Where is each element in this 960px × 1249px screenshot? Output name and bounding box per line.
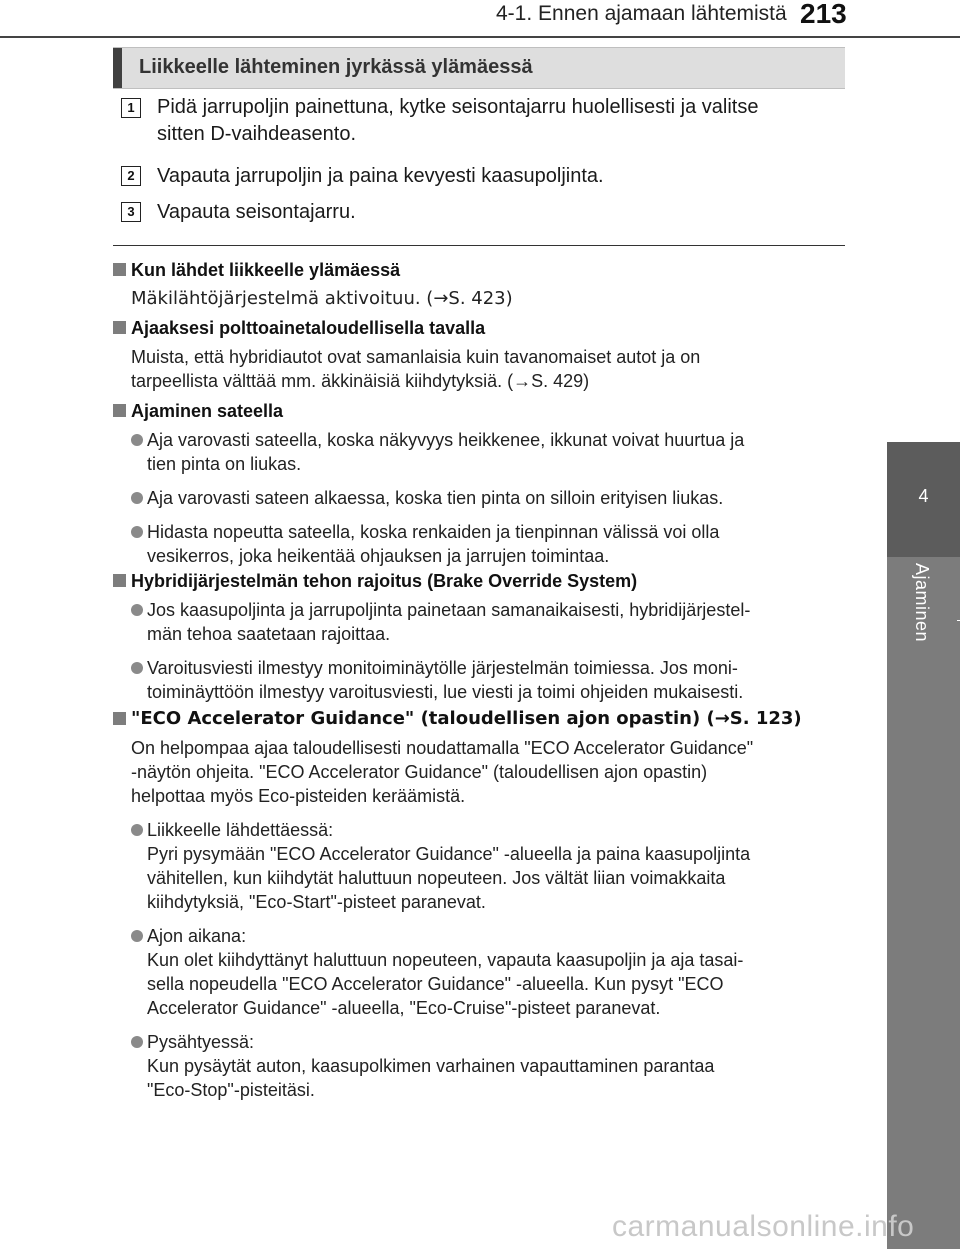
step-line: Vapauta jarrupoljin ja paina kevyesti kaasupoljinta. xyxy=(157,165,604,187)
section-paragraph xyxy=(113,736,845,808)
square-bullet-icon xyxy=(113,712,126,725)
paragraph-line: helpottaa myös Eco-pisteiden keräämistä. xyxy=(131,786,466,806)
square-bullet-icon xyxy=(113,574,126,587)
section-title: Ajaaksesi polttoainetaloudellisella tavalla xyxy=(113,316,845,340)
section-block xyxy=(113,569,845,704)
section-title: Kun lähdet liikkeelle ylämäessä xyxy=(113,258,845,282)
watermark-text: carmanualsonline.info xyxy=(612,1210,915,1243)
round-bullet-icon xyxy=(131,824,143,836)
boxed-heading-text: Liikkeelle lähteminen jyrkässä ylämäessä xyxy=(139,56,533,78)
step-text xyxy=(157,199,840,226)
paragraph-line: Mäkilähtöjärjestelmä aktivoituu. (→S. 423) xyxy=(131,288,513,309)
bullet-item: Liikkeelle lähdettäessä: Pyri pysymään "ECO Accelerator Guidance" -alueella ja paina kaasupoljinta vähitellen, kun kiihdytät haluttuun nopeuteen. Jos vältät liian voimakkaita kiihdytyksiä, "Eco-Start"-pisteet paranevat. xyxy=(113,818,845,914)
square-bullet-icon xyxy=(113,263,126,276)
page-number: 213 xyxy=(800,0,847,29)
bullet-item: Hidasta nopeutta sateella, koska renkaiden ja tienpinnan välissä voi olla vesikerros, joka heikentää ohjauksen ja jarrujen toimintaa. xyxy=(113,520,845,568)
square-bullet-icon xyxy=(113,404,126,417)
step-line: sitten D-vaihdeasento. xyxy=(157,123,357,145)
section-paragraph xyxy=(113,345,845,393)
step-text xyxy=(157,94,840,148)
square-bullet-icon xyxy=(113,321,126,334)
header-rule xyxy=(0,36,960,38)
round-bullet-icon xyxy=(131,526,143,538)
section-title: Hybridijärjestelmän tehon rajoitus (Brake Override System) xyxy=(113,569,845,593)
heading-accent-bar xyxy=(113,48,122,88)
round-bullet-icon xyxy=(131,930,143,942)
section-block xyxy=(113,316,845,393)
paragraph-line: -näytön ohjeita. "ECO Accelerator Guidance" (taloudellisen ajon opastin) xyxy=(131,762,708,782)
step-number: 1 xyxy=(121,98,141,118)
step-line: Pidä jarrupoljin painettuna, kytke seisontajarru huolellisesti ja valitse xyxy=(157,96,759,118)
bullet-item: Aja varovasti sateella, koska näkyvyys heikkenee, ikkunat voivat huurtua ja tien pinta on liukas. xyxy=(113,428,845,476)
paragraph-line: Muista, että hybridiautot ovat samanlaisia kuin tavanomaiset autot ja on xyxy=(131,347,701,367)
step-line: Vapauta seisontajarru. xyxy=(157,201,356,223)
section-title: "ECO Accelerator Guidance" (taloudellisen ajon opastin) (→S. 123) xyxy=(113,707,845,731)
step-text xyxy=(157,163,840,190)
section-header: 4-1. Ennen ajamaan lähtemistä xyxy=(496,2,787,25)
section-block xyxy=(113,258,845,311)
bullet-item: Aja varovasti sateen alkaessa, koska tien pinta on silloin erityisen liukas. xyxy=(113,486,845,510)
side-tab-number: 4 xyxy=(918,486,929,506)
round-bullet-icon xyxy=(131,1036,143,1048)
bullet-item: Ajon aikana: Kun olet kiihdyttänyt haluttuun nopeuteen, vapauta kaasupoljin ja aja tasai- sella nopeudella "ECO Accelerator Guidance" -alueella. Kun pysyt "ECO Accelerator Guidance" -alueella, "Eco-Cruise"-pisteet paranevat. xyxy=(113,924,845,1020)
section-title: Ajaminen sateella xyxy=(113,399,845,423)
section-paragraph xyxy=(113,287,845,311)
side-tab-strip xyxy=(887,557,960,1249)
boxed-heading xyxy=(113,47,845,89)
bullet-item: Varoitusviesti ilmestyy monitoiminäytölle järjestelmän toimiessa. Jos moni- toiminäyttöön ilmestyy varoitusviesti, lue viesti ja toimi ohjeiden mukaisesti. xyxy=(113,656,845,704)
section-divider xyxy=(113,245,845,246)
round-bullet-icon xyxy=(131,662,143,674)
section-block xyxy=(113,707,845,1102)
paragraph-line: tarpeellista välttää mm. äkkinäisiä kiihdytyksiä. (→S. 429) xyxy=(131,371,590,391)
step-number: 3 xyxy=(121,202,141,222)
step-number: 2 xyxy=(121,166,141,186)
round-bullet-icon xyxy=(131,492,143,504)
section-block xyxy=(113,399,845,568)
bullet-item: Jos kaasupoljinta ja jarrupoljinta painetaan samanaikaisesti, hybridijärjestel- män tehoa saatetaan rajoittaa. xyxy=(113,598,845,646)
round-bullet-icon xyxy=(131,434,143,446)
bullet-item: Pysähtyessä: Kun pysäytät auton, kaasupolkimen varhainen vapauttaminen parantaa "Eco-Stop"-pisteitäsi. xyxy=(113,1030,845,1102)
side-tab-label: Ajaminen xyxy=(912,563,932,643)
paragraph-line: On helpompaa ajaa taloudellisesti noudattamalla "ECO Accelerator Guidance" xyxy=(131,738,754,758)
round-bullet-icon xyxy=(131,604,143,616)
